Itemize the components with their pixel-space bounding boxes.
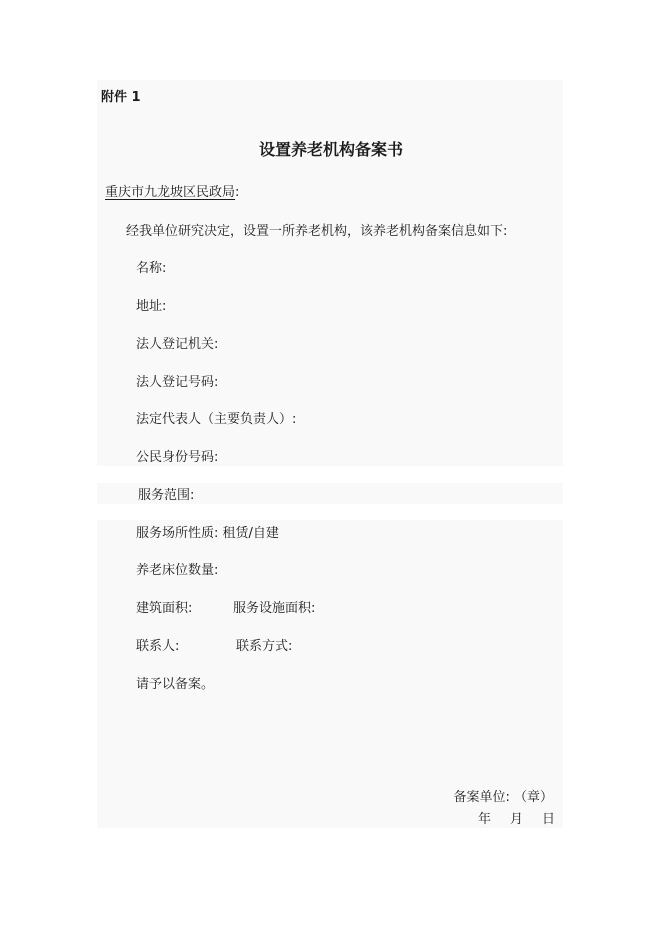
filing-unit-seal: 备案单位: （章） — [453, 790, 553, 805]
document-title: 设置养老机构备案书 — [258, 140, 403, 159]
date-month: 月 — [510, 812, 524, 827]
recipient-line — [101, 185, 239, 201]
field-building-area: 建筑面积: — [136, 601, 193, 616]
date-line — [478, 812, 555, 828]
field-contact-person: 联系人: — [136, 639, 180, 654]
background-panel-top — [97, 80, 563, 466]
field-legal-representative: 法定代表人（主要负责人）: — [136, 412, 297, 427]
field-facility-area: 服务设施面积: — [233, 601, 316, 616]
field-contact-method: 联系方式: — [236, 639, 293, 654]
date-year: 年 — [478, 812, 492, 827]
field-citizen-id-number: 公民身份号码: — [136, 450, 219, 465]
field-service-scope: 服务范围: — [138, 488, 195, 503]
field-name: 名称: — [136, 261, 167, 276]
intro-paragraph: 经我单位研究决定，设置一所养老机构，该养老机构备案信息如下: — [126, 224, 508, 239]
field-address: 地址: — [136, 299, 167, 314]
field-legal-registration-authority: 法人登记机关: — [136, 337, 219, 352]
date-day: 日 — [542, 812, 556, 827]
field-bed-count: 养老床位数量: — [136, 563, 219, 578]
closing-request: 请予以备案。 — [136, 677, 215, 692]
field-legal-registration-number: 法人登记号码: — [136, 375, 219, 390]
recipient-name: 重庆市九龙坡区民政局 — [105, 185, 236, 200]
recipient-suffix: : — [235, 185, 240, 200]
attachment-label: 附件 1 — [101, 90, 141, 105]
field-venue-nature: 服务场所性质: 租赁/自建 — [136, 526, 279, 541]
